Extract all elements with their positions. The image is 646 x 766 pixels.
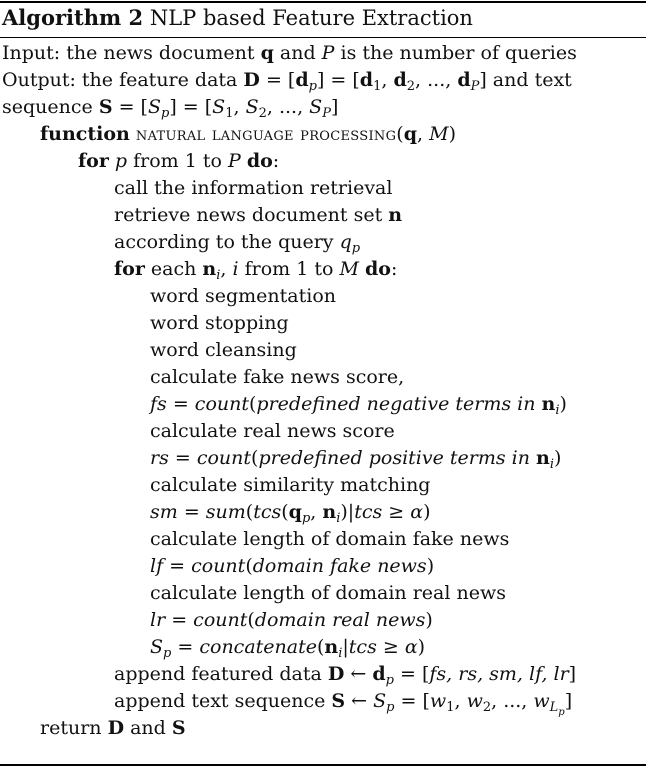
- algorithm-caption: [2, 3, 473, 33]
- algo-line: calculate similarity matching: [150, 474, 431, 496]
- append-sequence-line: append text sequence S ← $S_p = [w_1$, $w_2$, ..., $w_{L_p}$]: [114, 690, 573, 718]
- return-line: return D and S: [40, 717, 186, 739]
- output-line-cont: sequence $S = [S_p] = [S_1$, $S_2$, ..., $S_P$]: [2, 96, 339, 121]
- output-line: Output: the feature data $D = [d_p] = [d_1$, $d_2$, ..., $d_P$] and text: [2, 69, 572, 94]
- algo-line: call the information retrieval: [114, 177, 393, 199]
- sm-formula: sm = $sum(tcs(q_p$, $n_i)|tcs \ge \alpha$): [150, 501, 431, 526]
- algo-line: calculate fake news score,: [150, 366, 405, 388]
- fs-formula: fs = count(predefined negative terms in $n_i$): [150, 393, 567, 418]
- query-line: according to the query $q_p$: [114, 231, 361, 256]
- algo-line: calculate real news score: [150, 420, 395, 442]
- rs-formula: rs = count(predefined positive terms in $n_i$): [150, 447, 562, 472]
- algo-line: word stopping: [150, 312, 289, 334]
- for-queries-line: for p from 1 to P do:: [78, 150, 280, 172]
- lf-formula: lf = count(domain fake news): [150, 555, 435, 577]
- lr-formula: lr = count(domain real news): [150, 609, 433, 631]
- function-line: function natural language processing(q, M): [40, 123, 456, 145]
- input-line: Input: the news document q and P is the number of queries: [2, 42, 577, 64]
- algo-line: calculate length of domain fake news: [150, 528, 510, 550]
- algo-line: word cleansing: [150, 339, 297, 361]
- caption-rule: [0, 37, 646, 38]
- append-features-line: append featured data D ← $d_p = [fs$, rs, sm, lf, lr]: [114, 663, 577, 688]
- algorithm-body: [2, 40, 644, 742]
- retrieve-line: retrieve news document set n: [114, 204, 403, 226]
- sp-formula: $S_p$ = $concatenate(n_i|tcs \ge \alpha)$: [150, 636, 426, 661]
- caption-label: Algorithm 2: [2, 5, 144, 30]
- caption-title: NLP based Feature Extraction: [149, 6, 473, 30]
- for-docs-line: for each $n_i$, i from 1 to M do:: [114, 258, 398, 283]
- algo-line: calculate length of domain real news: [150, 582, 506, 604]
- algo-line: word segmentation: [150, 285, 336, 307]
